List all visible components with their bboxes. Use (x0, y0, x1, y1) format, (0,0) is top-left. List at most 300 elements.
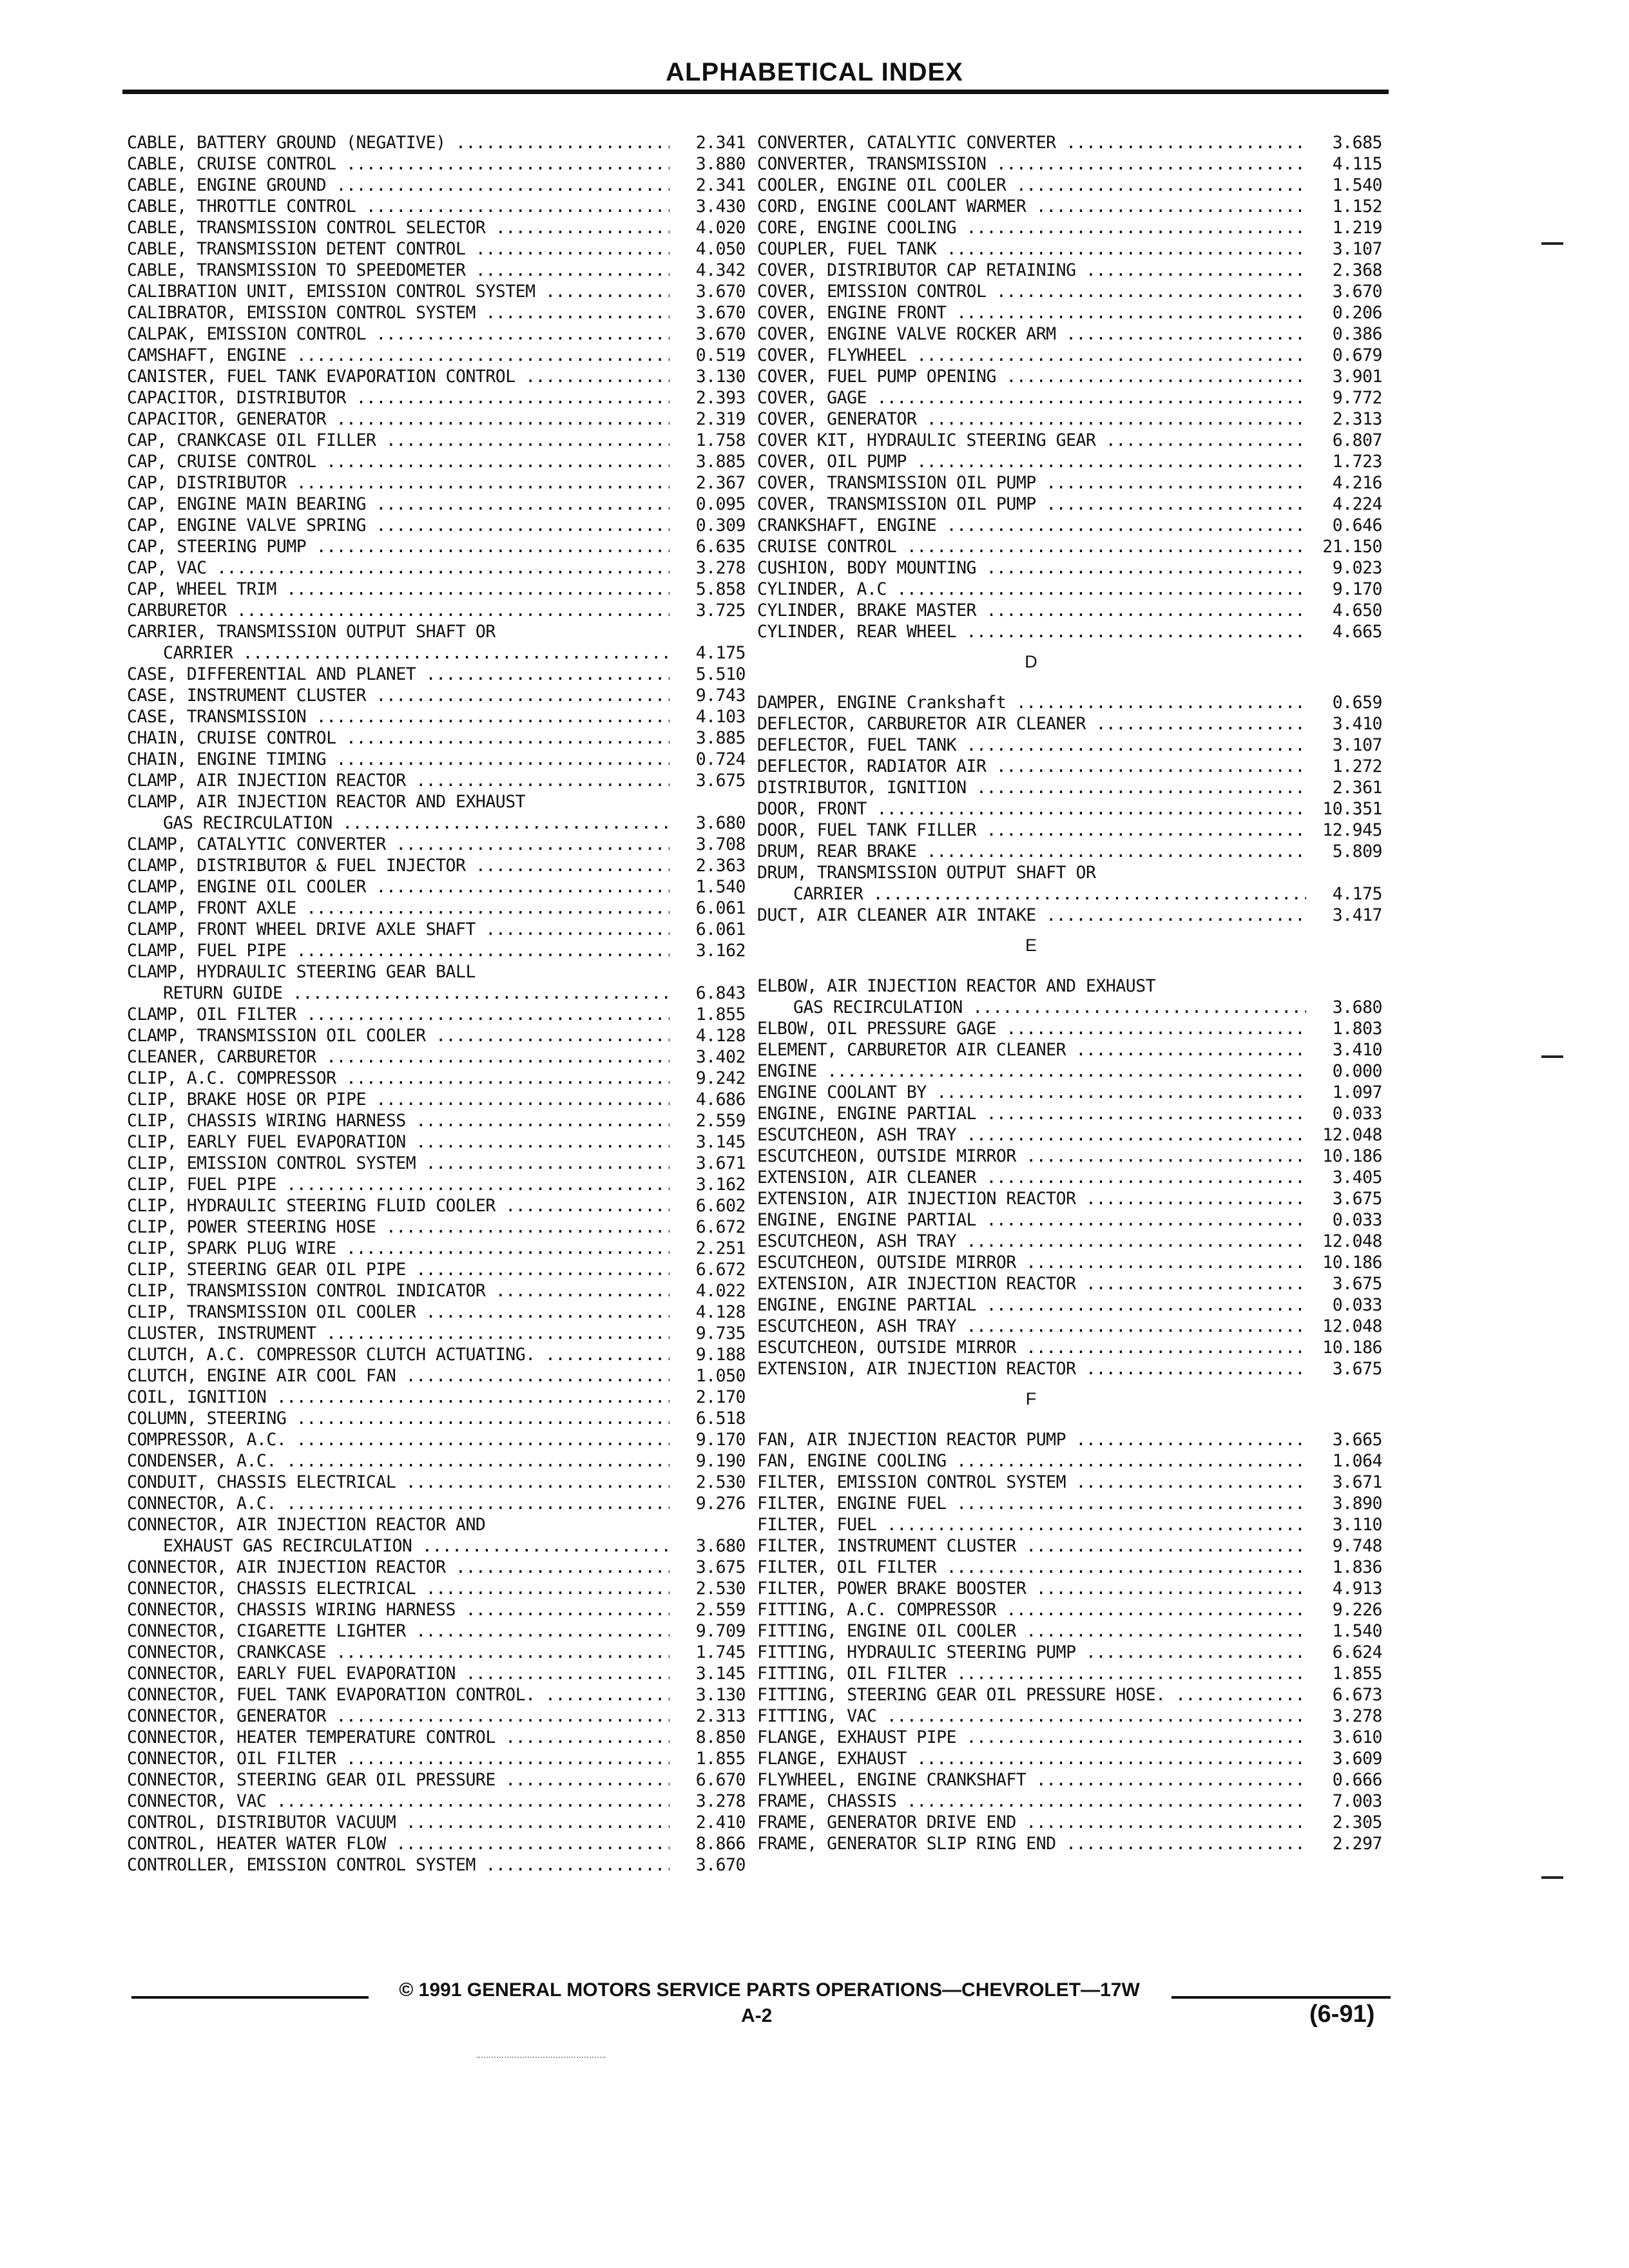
entry-reference: 3.885 (695, 452, 746, 472)
entry-name: CONNECTOR, CIGARETTE LIGHTER ..... (127, 1620, 670, 1642)
entry-reference: 0.095 (695, 494, 746, 514)
index-entry (127, 515, 746, 536)
entry-reference: 3.145 (695, 1132, 746, 1152)
entry-name: CONNECTOR, GENERATOR ..... (127, 1706, 670, 1727)
entry-name: CABLE, TRANSMISSION TO SPEEDOMETER ..... (127, 260, 670, 281)
index-entry (757, 1535, 1382, 1557)
index-entry (127, 834, 746, 855)
entry-reference: 3.670 (695, 1855, 746, 1875)
entry-name: CLIP, HYDRAULIC STEERING FLUID COOLER ..... (127, 1195, 670, 1216)
entry-name: CLIP, TRANSMISSION CONTROL INDICATOR ..... (127, 1280, 670, 1302)
header-rule (122, 90, 1389, 94)
entry-reference: 9.709 (695, 1621, 746, 1641)
entry-reference: 6.518 (695, 1408, 746, 1428)
index-entry (757, 1231, 1382, 1252)
index-column-left (127, 132, 746, 1876)
entry-name: ENGINE, ENGINE PARTIAL ..... (757, 1103, 1306, 1124)
index-entry (757, 1472, 1382, 1493)
entry-reference: 4.022 (695, 1281, 746, 1301)
entry-reference: 2.170 (695, 1387, 746, 1407)
entry-name: COOLER, ENGINE OIL COOLER ..... (757, 175, 1306, 196)
entry-reference: 0.724 (695, 749, 746, 769)
index-entry (127, 791, 746, 812)
entry-name: FLANGE, EXHAUST PIPE ..... (757, 1727, 1306, 1748)
index-entry (757, 997, 1382, 1018)
entry-reference: 2.367 (695, 473, 746, 493)
index-entry (127, 664, 746, 685)
index-entry (757, 1684, 1382, 1706)
entry-reference: 0.386 (1332, 324, 1382, 344)
index-entry (757, 883, 1382, 905)
index-entry (127, 898, 746, 919)
entry-reference: 2.368 (1332, 260, 1382, 280)
entry-name: COVER KIT, HYDRAULIC STEERING GEAR ..... (757, 430, 1306, 451)
index-entry (127, 1365, 746, 1387)
entry-reference: 2.251 (695, 1238, 746, 1258)
entry-reference: 1.723 (1332, 452, 1382, 472)
index-entry (127, 1004, 746, 1025)
index-entry (127, 579, 746, 600)
entry-name: CONNECTOR, FUEL TANK EVAPORATION CONTROL. ..... (127, 1684, 670, 1706)
index-entry (757, 1103, 1382, 1124)
index-entry (757, 281, 1382, 302)
index-entry (757, 196, 1382, 217)
index-entry (757, 1124, 1382, 1146)
index-entry (127, 472, 746, 494)
index-entry (757, 408, 1382, 430)
entry-name: CAP, DISTRIBUTOR ..... (127, 472, 670, 494)
entry-reference: 12.048 (1322, 1231, 1382, 1251)
entry-name: CARRIER, TRANSMISSION OUTPUT SHAFT OR (127, 622, 496, 642)
entry-reference: 1.272 (1332, 756, 1382, 776)
index-entry (127, 1769, 746, 1791)
index-entry (757, 494, 1382, 515)
index-entry (757, 1833, 1382, 1854)
entry-name: EXTENSION, AIR INJECTION REACTOR ..... (757, 1273, 1306, 1294)
index-entry (757, 1769, 1382, 1791)
entry-reference: 6.061 (695, 919, 746, 939)
index-entry (757, 1358, 1382, 1379)
entry-reference: 2.559 (695, 1111, 746, 1131)
entry-reference: 5.858 (695, 579, 746, 599)
entry-reference: 4.175 (695, 643, 746, 663)
entry-reference: 5.510 (695, 664, 746, 684)
entry-reference: 3.680 (695, 1536, 746, 1556)
index-entry (757, 798, 1382, 820)
index-entry (757, 175, 1382, 196)
entry-reference: 2.530 (695, 1579, 746, 1599)
entry-name: ENGINE, ENGINE PARTIAL ..... (757, 1209, 1306, 1231)
entry-reference: 1.540 (1332, 175, 1382, 195)
entry-name: CANISTER, FUEL TANK EVAPORATION CONTROL ..... (127, 366, 670, 387)
entry-reference: 12.945 (1322, 820, 1382, 840)
entry-name: CALPAK, EMISSION CONTROL ..... (127, 323, 670, 345)
index-entry (757, 1812, 1382, 1833)
entry-name: CORE, ENGINE COOLING ..... (757, 217, 1306, 238)
entry-name: CAP, STEERING PUMP ..... (127, 536, 670, 557)
entry-reference: 3.110 (1332, 1515, 1382, 1535)
entry-name: CAP, CRUISE CONTROL ..... (127, 451, 670, 472)
entry-reference: 1.758 (695, 430, 746, 450)
entry-reference: 6.807 (1332, 430, 1382, 450)
page-number: A-2 (741, 2005, 773, 2026)
index-entry (757, 1209, 1382, 1231)
index-entry (127, 1302, 746, 1323)
index-entry (757, 820, 1382, 841)
entry-name: ENGINE, ENGINE PARTIAL ..... (757, 1294, 1306, 1316)
index-entry (757, 536, 1382, 557)
entry-name: FILTER, EMISSION CONTROL SYSTEM ..... (757, 1472, 1306, 1493)
entry-name: CONTROLLER, EMISSION CONTROL SYSTEM ..... (127, 1854, 670, 1876)
index-entry (127, 1025, 746, 1046)
entry-reference: 2.341 (695, 133, 746, 153)
entry-reference: 3.901 (1332, 367, 1382, 387)
entry-name: FITTING, VAC ..... (757, 1706, 1306, 1727)
entry-reference: 3.417 (1332, 905, 1382, 925)
entry-reference: 3.610 (1332, 1727, 1382, 1747)
entry-name: DUCT, AIR CLEANER AIR INTAKE ..... (757, 905, 1306, 926)
index-entry (127, 1535, 746, 1557)
entry-name: ELEMENT, CARBURETOR AIR CLEANER ..... (757, 1039, 1306, 1061)
entry-reference: 6.672 (695, 1260, 746, 1280)
entry-name: FRAME, CHASSIS ..... (757, 1791, 1306, 1812)
index-entry (127, 260, 746, 281)
entry-name: COIL, IGNITION ..... (127, 1387, 670, 1408)
entry-name: CONVERTER, CATALYTIC CONVERTER ..... (757, 132, 1306, 153)
entry-reference: 0.666 (1332, 1770, 1382, 1790)
entry-name: ESCUTCHEON, OUTSIDE MIRROR ..... (757, 1146, 1306, 1167)
index-entry (757, 1578, 1382, 1599)
index-entry (127, 345, 746, 366)
entry-name: CONNECTOR, A.C. ..... (127, 1493, 670, 1514)
index-entry (757, 1039, 1382, 1061)
entry-reference: 6.635 (695, 537, 746, 557)
index-entry (127, 1706, 746, 1727)
index-entry (757, 841, 1382, 862)
entry-name: CLUTCH, A.C. COMPRESSOR CLUTCH ACTUATING. ..... (127, 1344, 670, 1365)
index-entry (757, 260, 1382, 281)
index-entry (127, 1153, 746, 1174)
entry-reference: 10.186 (1322, 1146, 1382, 1166)
scan-artifact (477, 2057, 606, 2059)
entry-name: FITTING, A.C. COMPRESSOR ..... (757, 1599, 1306, 1620)
index-entry (127, 1791, 746, 1812)
index-entry (127, 494, 746, 515)
entry-reference: 2.363 (695, 856, 746, 876)
entry-name: ELBOW, AIR INJECTION REACTOR AND EXHAUST (757, 976, 1156, 996)
index-entry (757, 600, 1382, 621)
entry-reference: 2.313 (695, 1706, 746, 1726)
index-entry (757, 975, 1382, 997)
entry-reference: 9.276 (695, 1494, 746, 1514)
entry-name: CHAIN, ENGINE TIMING ..... (127, 749, 670, 770)
index-entry (757, 366, 1382, 387)
index-entry (757, 1316, 1382, 1337)
entry-name: CONNECTOR, AIR INJECTION REACTOR AND (127, 1515, 486, 1535)
entry-name: COUPLER, FUEL TANK ..... (757, 238, 1306, 260)
entry-reference: 9.748 (1332, 1536, 1382, 1556)
entry-reference: 6.672 (695, 1217, 746, 1237)
entry-name: CLAMP, FUEL PIPE ..... (127, 940, 670, 961)
index-entry (127, 1748, 746, 1769)
entry-reference: 4.913 (1332, 1579, 1382, 1599)
index-entry (127, 749, 746, 770)
entry-reference: 2.341 (695, 175, 746, 195)
entry-name: CLAMP, AIR INJECTION REACTOR ..... (127, 770, 670, 791)
entry-reference: 4.128 (695, 1302, 746, 1322)
entry-reference: 4.175 (1332, 884, 1382, 904)
entry-reference: 0.646 (1332, 515, 1382, 535)
entry-name: CONTROL, DISTRIBUTOR VACUUM ..... (127, 1812, 670, 1833)
entry-reference: 3.670 (1332, 282, 1382, 302)
entry-reference: 0.519 (695, 345, 746, 365)
entry-reference: 8.850 (695, 1727, 746, 1747)
entry-name: CUSHION, BODY MOUNTING ..... (757, 557, 1306, 579)
entry-name: CONNECTOR, CHASSIS WIRING HARNESS ..... (127, 1599, 670, 1620)
entry-reference: 3.675 (1332, 1189, 1382, 1209)
index-entry (757, 1557, 1382, 1578)
entry-name: COVER, TRANSMISSION OIL PUMP ..... (757, 494, 1306, 515)
index-entry (757, 1450, 1382, 1472)
entry-name: CALIBRATOR, EMISSION CONTROL SYSTEM ..... (127, 302, 670, 323)
revision-code: (6-91) (1309, 2001, 1375, 2028)
index-entry (757, 1188, 1382, 1209)
entry-reference: 6.624 (1332, 1642, 1382, 1662)
index-entry (127, 1216, 746, 1238)
entry-reference: 0.033 (1332, 1104, 1382, 1124)
entry-reference: 0.000 (1332, 1061, 1382, 1081)
entry-reference: 3.410 (1332, 714, 1382, 734)
entry-name: CONNECTOR, AIR INJECTION REACTOR ..... (127, 1557, 670, 1578)
index-entry (757, 1273, 1382, 1294)
index-entry (757, 1791, 1382, 1812)
footer-rule-right (1171, 1996, 1391, 1999)
entry-reference: 3.675 (1332, 1274, 1382, 1294)
entry-reference: 3.670 (695, 282, 746, 302)
entry-name: CLAMP, FRONT WHEEL DRIVE AXLE SHAFT ..... (127, 919, 670, 940)
entry-name: FLANGE, EXHAUST ..... (757, 1748, 1306, 1769)
entry-reference: 0.679 (1332, 345, 1382, 365)
index-entry (757, 1429, 1382, 1450)
index-entry (127, 281, 746, 302)
index-entry (127, 1238, 746, 1259)
entry-name: CONNECTOR, HEATER TEMPERATURE CONTROL ..... (127, 1727, 670, 1748)
index-entry (757, 472, 1382, 494)
entry-name: CONNECTOR, OIL FILTER ..... (127, 1748, 670, 1769)
entry-reference: 3.609 (1332, 1749, 1382, 1769)
entry-reference: 3.675 (1332, 1359, 1382, 1379)
entry-name: COVER, TRANSMISSION OIL PUMP ..... (757, 472, 1306, 494)
index-entry (127, 1259, 746, 1280)
entry-name: COVER, FUEL PUMP OPENING ..... (757, 366, 1306, 387)
entry-name: DOOR, FRONT ..... (757, 798, 1306, 820)
entry-name: FITTING, ENGINE OIL COOLER ..... (757, 1620, 1306, 1642)
index-entry (757, 451, 1382, 472)
index-entry (127, 1684, 746, 1706)
entry-reference: 9.170 (1332, 579, 1382, 599)
entry-name: CABLE, ENGINE GROUND ..... (127, 175, 670, 196)
index-entry (757, 345, 1382, 366)
index-entry (127, 408, 746, 430)
section-letter-f: F (1025, 1389, 1037, 1408)
index-entry (127, 153, 746, 175)
entry-name: CLUSTER, INSTRUMENT ..... (127, 1323, 670, 1344)
entry-name: CRANKSHAFT, ENGINE ..... (757, 515, 1306, 536)
entry-reference: 3.675 (695, 1557, 746, 1577)
entry-reference: 3.665 (1332, 1430, 1382, 1450)
entry-reference: 3.107 (1332, 735, 1382, 755)
margin-mark (1541, 1055, 1563, 1058)
entry-reference: 0.206 (1332, 303, 1382, 323)
index-entry (127, 302, 746, 323)
entry-name: CABLE, BATTERY GROUND (NEGATIVE) ..... (127, 132, 670, 153)
entry-reference: 3.685 (1332, 133, 1382, 153)
entry-name: CONNECTOR, CHASSIS ELECTRICAL ..... (127, 1578, 670, 1599)
entry-name: CARRIER ..... (757, 883, 1306, 905)
entry-reference: 4.665 (1332, 622, 1382, 642)
entry-reference: 12.048 (1322, 1316, 1382, 1336)
index-entry (127, 451, 746, 472)
index-entry (757, 1642, 1382, 1663)
entry-name: FILTER, ENGINE FUEL ..... (757, 1493, 1306, 1514)
section-letter-d: D (1025, 652, 1037, 671)
entry-reference: 2.361 (1332, 778, 1382, 798)
entry-name: CRUISE CONTROL ..... (757, 536, 1306, 557)
entry-reference: 2.313 (1332, 409, 1382, 429)
index-entry (127, 1514, 746, 1535)
entry-name: CYLINDER, A.C ..... (757, 579, 1306, 600)
entry-reference: 3.670 (695, 324, 746, 344)
entry-reference: 9.023 (1332, 558, 1382, 578)
section-e (757, 975, 1382, 1379)
index-entry (757, 1018, 1382, 1039)
index-entry (757, 777, 1382, 798)
entry-reference: 2.319 (695, 409, 746, 429)
footer-copyright: © 1991 GENERAL MOTORS SERVICE PARTS OPERATIONS—CHEVROLET—17W (399, 1979, 1140, 2001)
index-entry (127, 770, 746, 791)
index-entry (757, 1146, 1382, 1167)
entry-reference: 1.745 (695, 1642, 746, 1662)
entry-reference: 3.671 (695, 1153, 746, 1173)
entry-name: CONNECTOR, CRANKCASE ..... (127, 1642, 670, 1663)
entry-name: CONDUIT, CHASSIS ELECTRICAL ..... (127, 1472, 670, 1493)
index-entry (757, 1294, 1382, 1316)
entry-name: CORD, ENGINE COOLANT WARMER ..... (757, 196, 1306, 217)
index-entry (127, 1046, 746, 1068)
section-f (757, 1429, 1382, 1854)
index-entry (757, 692, 1382, 713)
entry-reference: 9.226 (1332, 1600, 1382, 1620)
index-entry (127, 1344, 746, 1365)
entry-reference: 3.278 (1332, 1706, 1382, 1726)
index-entry (127, 1578, 746, 1599)
index-entry (757, 862, 1382, 883)
index-entry (757, 905, 1382, 926)
entry-reference: 1.540 (695, 877, 746, 897)
entry-name: CLAMP, AIR INJECTION REACTOR AND EXHAUST (127, 792, 526, 812)
index-entry (127, 1599, 746, 1620)
index-entry (127, 1642, 746, 1663)
entry-reference: 12.048 (1322, 1125, 1382, 1145)
entry-name: FRAME, GENERATOR DRIVE END ..... (757, 1812, 1306, 1833)
entry-name: CABLE, THROTTLE CONTROL ..... (127, 196, 670, 217)
index-entry (757, 515, 1382, 536)
entry-reference: 3.410 (1332, 1040, 1382, 1060)
index-entry (127, 1833, 746, 1854)
entry-reference: 10.351 (1322, 799, 1382, 819)
index-entry (127, 1387, 746, 1408)
entry-reference: 3.278 (695, 1791, 746, 1811)
index-entry (127, 983, 746, 1004)
entry-reference: 4.686 (695, 1090, 746, 1110)
index-entry (127, 1068, 746, 1089)
entry-name: DRUM, REAR BRAKE ..... (757, 841, 1306, 862)
entry-name: CLAMP, TRANSMISSION OIL COOLER ..... (127, 1025, 670, 1046)
index-entry (757, 1061, 1382, 1082)
index-entry (127, 1110, 746, 1131)
entry-reference: 3.680 (1332, 997, 1382, 1017)
index-entry (127, 706, 746, 727)
index-entry (757, 1748, 1382, 1769)
entry-name: CLIP, A.C. COMPRESSOR ..... (127, 1068, 670, 1089)
entry-reference: 3.405 (1332, 1168, 1382, 1187)
entry-name: CHAIN, CRUISE CONTROL ..... (127, 727, 670, 749)
entry-name: COVER, GAGE ..... (757, 387, 1306, 408)
index-entry (127, 1131, 746, 1153)
entry-reference: 4.224 (1332, 494, 1382, 514)
entry-name: EXHAUST GAS RECIRCULATION ..... (127, 1535, 670, 1557)
entry-reference: 3.708 (695, 834, 746, 854)
entry-name: CABLE, TRANSMISSION CONTROL SELECTOR ..... (127, 217, 670, 238)
entry-reference: 2.530 (695, 1472, 746, 1492)
entry-reference: 4.216 (1332, 473, 1382, 493)
entry-reference: 3.107 (1332, 239, 1382, 259)
index-entry (757, 238, 1382, 260)
index-entry (757, 1337, 1382, 1358)
index-entry (127, 196, 746, 217)
index-entry (127, 1812, 746, 1833)
index-entry (127, 430, 746, 451)
entry-reference: 0.659 (1332, 693, 1382, 713)
entry-reference: 1.152 (1332, 197, 1382, 216)
entry-name: CARBURETOR ..... (127, 600, 670, 621)
entry-name: COVER, GENERATOR ..... (757, 408, 1306, 430)
index-entry (127, 238, 746, 260)
entry-name: CLIP, CHASSIS WIRING HARNESS ..... (127, 1110, 670, 1131)
entry-name: CAPACITOR, DISTRIBUTOR ..... (127, 387, 670, 408)
entry-name: DAMPER, ENGINE Crankshaft ..... (757, 692, 1306, 713)
entry-name: CLIP, STEERING GEAR OIL PIPE ..... (127, 1259, 670, 1280)
index-entry (127, 132, 746, 153)
index-entry (127, 727, 746, 749)
entry-name: CLAMP, CATALYTIC CONVERTER ..... (127, 834, 670, 855)
index-entry (127, 1663, 746, 1684)
entry-name: FITTING, HYDRAULIC STEERING PUMP ..... (757, 1642, 1306, 1663)
entry-name: CLIP, FUEL PIPE ..... (127, 1174, 670, 1195)
entry-name: CALIBRATION UNIT, EMISSION CONTROL SYSTEM ..... (127, 281, 670, 302)
entry-name: DOOR, FUEL TANK FILLER ..... (757, 820, 1306, 841)
entry-name: DEFLECTOR, RADIATOR AIR ..... (757, 756, 1306, 777)
index-entry (127, 1323, 746, 1344)
entry-name: FILTER, FUEL ..... (757, 1514, 1306, 1535)
entry-name: CLIP, SPARK PLUG WIRE ..... (127, 1238, 670, 1259)
index-entry (757, 323, 1382, 345)
entry-name: CONVERTER, TRANSMISSION ..... (757, 153, 1306, 175)
entry-name: CAMSHAFT, ENGINE ..... (127, 345, 670, 366)
index-entry (127, 387, 746, 408)
entry-reference: 4.103 (695, 707, 746, 727)
entry-reference: 3.162 (695, 1175, 746, 1195)
